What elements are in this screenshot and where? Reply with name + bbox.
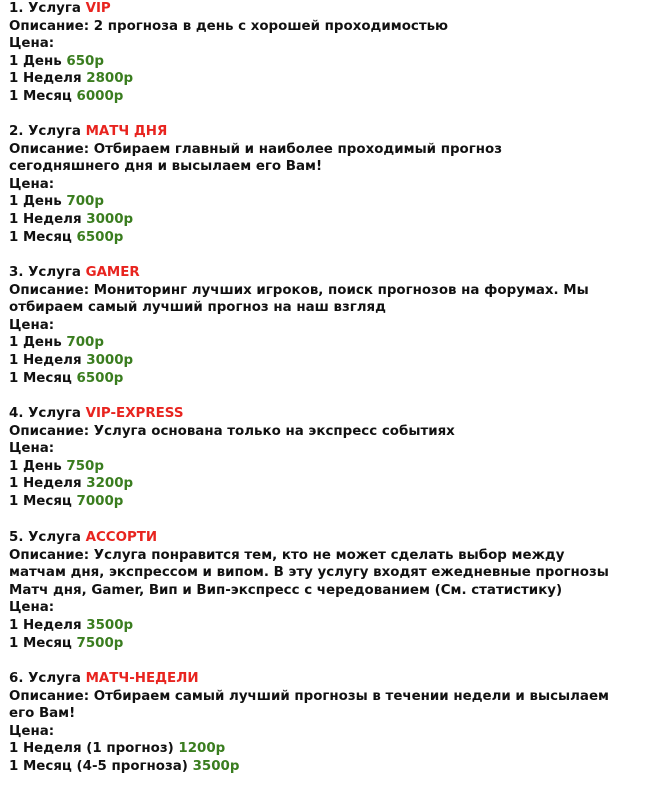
price-value: 3200р <box>86 476 134 492</box>
price-value: 3000р <box>86 352 134 368</box>
description-text: Услуга основана только на экспресс событиях <box>93 423 455 439</box>
price-value: 750р <box>66 458 104 474</box>
service-number: 6. Услуга <box>9 671 81 686</box>
service-title <box>9 529 641 547</box>
price-value: 2800р <box>86 71 134 87</box>
service-block-gamer <box>9 264 641 387</box>
service-block-vip-express <box>9 405 641 511</box>
price-row <box>9 352 641 370</box>
price-period: 1 День <box>9 53 62 69</box>
service-description <box>9 18 641 36</box>
price-period: 1 Неделя <box>9 617 82 633</box>
price-label: Цена: <box>9 317 55 333</box>
price-period: 1 Месяц <box>9 229 72 245</box>
service-name: АССОРТИ <box>85 530 158 545</box>
service-name: VIP <box>85 1 111 16</box>
description-text-continued: его Вам! <box>9 706 76 722</box>
service-block-match-of-day <box>9 123 641 246</box>
price-value: 650р <box>66 53 104 69</box>
price-value: 3000р <box>86 211 134 227</box>
description-text: Услуга понравится тем, кто не может сделать выбор между <box>93 547 565 563</box>
service-description <box>9 282 641 300</box>
service-description <box>9 141 641 159</box>
price-row <box>9 211 641 229</box>
description-text: Отбираем самый лучший прогнозы в течении недели и высылаем <box>93 688 609 704</box>
price-value: 6000р <box>76 88 124 104</box>
description-text-continued: матчам дня, экспрессом и випом. В эту услугу входят ежедневные прогнозы <box>9 565 609 581</box>
price-row <box>9 758 641 776</box>
price-value: 7000р <box>76 493 124 509</box>
price-label: Цена: <box>9 723 55 739</box>
price-period: 1 День <box>9 335 62 351</box>
service-number: 2. Услуга <box>9 124 81 139</box>
price-period: 1 Неделя <box>9 476 82 492</box>
price-row <box>9 635 641 653</box>
price-row <box>9 88 641 106</box>
price-row <box>9 53 641 71</box>
price-period: 1 День <box>9 194 62 210</box>
price-row <box>9 493 641 511</box>
service-title <box>9 0 641 18</box>
price-period: 1 Месяц <box>9 370 72 386</box>
price-period: 1 Месяц (4-5 прогноза) <box>9 758 188 774</box>
price-period: 1 Неделя (1 прогноз) <box>9 741 174 757</box>
price-row <box>9 229 641 247</box>
description-label: Описание: <box>9 282 90 298</box>
service-title <box>9 123 641 141</box>
service-description <box>9 423 641 441</box>
service-number: 3. Услуга <box>9 265 81 280</box>
price-row <box>9 370 641 388</box>
price-row <box>9 740 641 758</box>
price-period: 1 Месяц <box>9 88 72 104</box>
price-label: Цена: <box>9 441 55 457</box>
service-name: МАТЧ-НЕДЕЛИ <box>85 671 199 686</box>
description-text: Отбираем главный и наиболее проходимый прогноз <box>93 141 502 157</box>
description-text-continued: отбираем самый лучший прогноз на наш взгляд <box>9 300 386 316</box>
price-period: 1 День <box>9 458 62 474</box>
description-label: Описание: <box>9 423 90 439</box>
price-row <box>9 334 641 352</box>
description-label: Описание: <box>9 141 90 157</box>
description-label: Описание: <box>9 688 90 704</box>
service-name: VIP-EXPRESS <box>85 406 184 421</box>
price-period: 1 Месяц <box>9 635 72 651</box>
service-block-match-of-week <box>9 670 641 776</box>
service-title <box>9 264 641 282</box>
description-label: Описание: <box>9 547 90 563</box>
price-period: 1 Месяц <box>9 493 72 509</box>
service-name: GAMER <box>85 265 140 280</box>
service-block-vip <box>9 0 641 106</box>
price-value: 3500р <box>192 758 240 774</box>
price-row <box>9 458 641 476</box>
service-block-assorti <box>9 529 641 652</box>
price-value: 6500р <box>76 370 124 386</box>
price-label: Цена: <box>9 176 55 192</box>
description-text-continued: Матч дня, Gamer, Вип и Вип-экспресс с чередованием (См. статистику) <box>9 582 563 598</box>
service-number: 1. Услуга <box>9 1 81 16</box>
price-value: 700р <box>66 335 104 351</box>
price-value: 1200р <box>178 741 226 757</box>
price-row <box>9 70 641 88</box>
service-number: 5. Услуга <box>9 530 81 545</box>
price-value: 6500р <box>76 229 124 245</box>
description-text-continued: сегодняшнего дня и высылаем его Вам! <box>9 159 323 175</box>
price-period: 1 Неделя <box>9 211 82 227</box>
service-description <box>9 688 641 706</box>
price-label: Цена: <box>9 36 55 52</box>
service-number: 4. Услуга <box>9 406 81 421</box>
description-text: Мониторинг лучших игроков, поиск прогнозов на форумах. Мы <box>93 282 589 298</box>
service-name: МАТЧ ДНЯ <box>85 124 168 139</box>
service-description <box>9 547 641 565</box>
price-value: 700р <box>66 194 104 210</box>
service-title <box>9 670 641 688</box>
description-text: 2 прогноза в день с хорошей проходимостью <box>93 18 449 34</box>
price-period: 1 Неделя <box>9 352 82 368</box>
price-value: 7500р <box>76 635 124 651</box>
price-row <box>9 617 641 635</box>
description-label: Описание: <box>9 18 90 34</box>
price-label: Цена: <box>9 600 55 616</box>
price-row <box>9 193 641 211</box>
service-title <box>9 405 641 423</box>
price-row <box>9 475 641 493</box>
price-value: 3500р <box>86 617 134 633</box>
price-period: 1 Неделя <box>9 71 82 87</box>
